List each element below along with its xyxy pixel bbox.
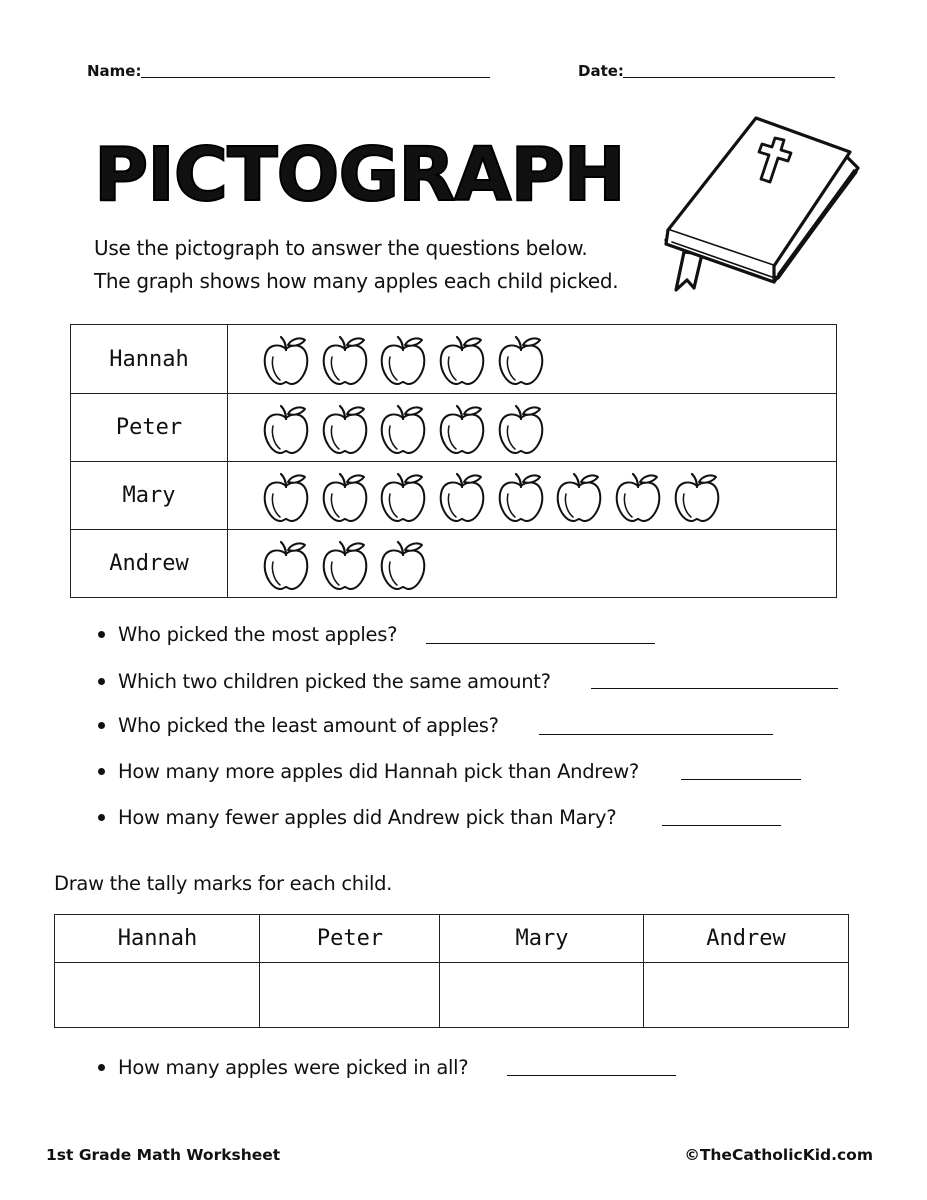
- apple-icon: [261, 335, 311, 387]
- apple-icons: [261, 335, 554, 385]
- date-field-line[interactable]: [623, 77, 835, 78]
- tally-header: Hannah: [55, 915, 260, 963]
- apple-icons: [261, 404, 554, 454]
- apple-icon: [378, 335, 428, 387]
- question-item: [98, 623, 397, 646]
- footer-right: ©TheCatholicKid.com: [684, 1146, 873, 1164]
- tally-cell-mary[interactable]: [441, 963, 643, 1027]
- answer-line[interactable]: [591, 688, 838, 689]
- row-name: Peter: [71, 394, 228, 461]
- final-question-text: How many apples were picked in all?: [118, 1056, 469, 1079]
- question-text: Who picked the most apples?: [118, 623, 398, 646]
- row-name: Mary: [71, 462, 228, 529]
- apple-icon: [261, 540, 311, 592]
- date-label: Date:: [578, 62, 624, 80]
- tally-table: [54, 914, 849, 1028]
- row-name: Hannah: [71, 325, 228, 393]
- pictograph-table: [70, 324, 837, 598]
- tally-cell-peter[interactable]: [261, 963, 439, 1027]
- bullet-icon: [98, 722, 105, 729]
- pictograph-row: [71, 529, 836, 597]
- bullet-icon: [98, 1064, 105, 1071]
- answer-line[interactable]: [426, 643, 655, 644]
- apple-icon: [261, 472, 311, 524]
- tally-header: Mary: [440, 915, 644, 963]
- answer-line[interactable]: [681, 779, 801, 780]
- apple-icon: [613, 472, 663, 524]
- tally-cell-andrew[interactable]: [645, 963, 847, 1027]
- question-item: [98, 670, 551, 693]
- answer-line[interactable]: [507, 1075, 676, 1076]
- bullet-icon: [98, 631, 105, 638]
- bible-icon: [660, 112, 860, 297]
- tally-header: Peter: [260, 915, 440, 963]
- apple-icon: [378, 404, 428, 456]
- divider: [439, 915, 440, 1027]
- pictograph-row: [71, 393, 836, 461]
- apple-icon: [320, 472, 370, 524]
- question-text: Which two children picked the same amount?: [118, 670, 551, 693]
- apple-icon: [320, 404, 370, 456]
- apple-icon: [378, 472, 428, 524]
- question-text: How many more apples did Hannah pick than Andrew?: [118, 760, 639, 783]
- question-item: [98, 806, 616, 829]
- apple-icons: [261, 540, 437, 590]
- bullet-icon: [98, 814, 105, 821]
- question-text: Who picked the least amount of apples?: [118, 714, 499, 737]
- page-title: PICTOGRAPH: [94, 132, 625, 218]
- pictograph-row: [71, 325, 836, 393]
- apple-icon: [261, 404, 311, 456]
- footer-left: 1st Grade Math Worksheet: [46, 1146, 281, 1164]
- intro-line-1: Use the pictograph to answer the questions below.: [94, 236, 588, 260]
- name-label: Name:: [87, 62, 142, 80]
- bullet-icon: [98, 768, 105, 775]
- question-item: [98, 760, 639, 783]
- answer-line[interactable]: [662, 825, 781, 826]
- pictograph-row: [71, 461, 836, 529]
- apple-icon: [320, 335, 370, 387]
- bullet-icon: [98, 678, 105, 685]
- question-text: How many fewer apples did Andrew pick than Mary?: [118, 806, 617, 829]
- answer-line[interactable]: [539, 734, 773, 735]
- tally-cell-hannah[interactable]: [55, 963, 259, 1027]
- apple-icon: [437, 404, 487, 456]
- apple-icon: [554, 472, 604, 524]
- apple-icon: [437, 472, 487, 524]
- row-name: Andrew: [71, 530, 228, 597]
- divider: [643, 915, 644, 1027]
- apple-icon: [496, 404, 546, 456]
- tally-instruction: Draw the tally marks for each child.: [54, 872, 393, 895]
- intro-line-2: The graph shows how many apples each child picked.: [94, 269, 619, 293]
- divider: [259, 915, 260, 1027]
- apple-icon: [672, 472, 722, 524]
- apple-icons: [261, 472, 731, 522]
- name-field-line[interactable]: [141, 77, 490, 78]
- question-item: [98, 714, 499, 737]
- apple-icon: [378, 540, 428, 592]
- apple-icon: [496, 472, 546, 524]
- apple-icon: [320, 540, 370, 592]
- tally-header: Andrew: [644, 915, 848, 963]
- apple-icon: [437, 335, 487, 387]
- apple-icon: [496, 335, 546, 387]
- question-item: [98, 1056, 468, 1079]
